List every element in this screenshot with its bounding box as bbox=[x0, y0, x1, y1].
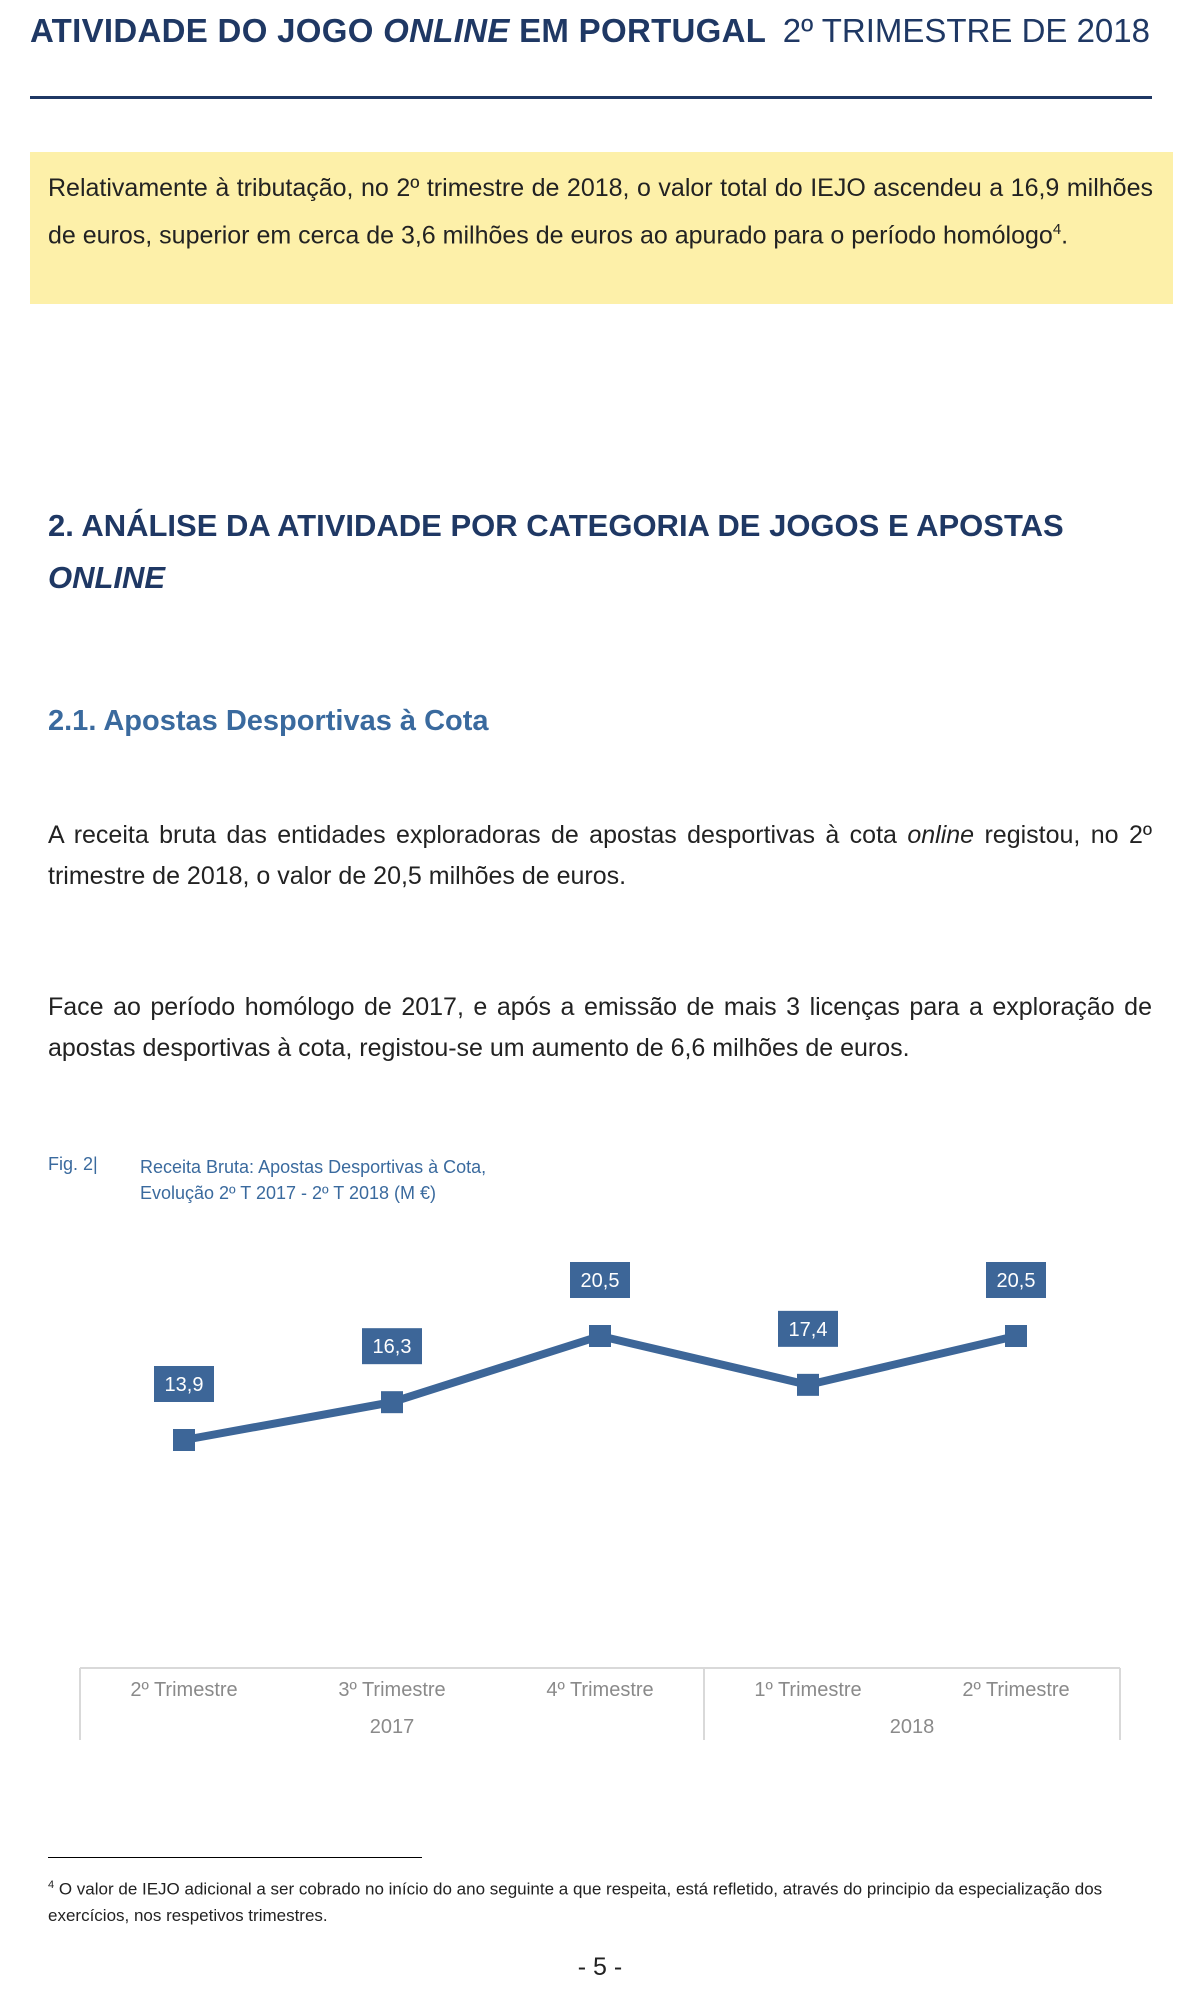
data-label bbox=[778, 1311, 838, 1347]
header-title-part1: ATIVIDADE DO JOGO bbox=[30, 12, 384, 49]
category-label: 4º Trimestre bbox=[546, 1679, 654, 1701]
highlight-end: . bbox=[1061, 221, 1069, 250]
category-labels bbox=[130, 1679, 1069, 1701]
figure-label: Fig. 2| bbox=[48, 1154, 98, 1174]
data-label-text: 16,3 bbox=[372, 1336, 412, 1359]
page-number: - 5 - bbox=[577, 1953, 623, 1981]
section-title-italic: ONLINE bbox=[48, 560, 166, 595]
group-label: 2017 bbox=[369, 1716, 415, 1738]
footnote bbox=[48, 1872, 1158, 1929]
category-label: 2º Trimestre bbox=[962, 1679, 1070, 1701]
data-label-text: 20,5 bbox=[580, 1270, 620, 1292]
header-divider bbox=[30, 96, 1152, 99]
group-labels bbox=[370, 1716, 935, 1738]
revenue-line-chart bbox=[0, 1250, 1200, 1770]
data-label-text: 13,9 bbox=[164, 1374, 204, 1396]
figure-title bbox=[140, 1154, 486, 1206]
data-marker bbox=[589, 1325, 611, 1347]
header-title-part2: EM PORTUGAL bbox=[509, 12, 767, 49]
category-label: 2º Trimestre bbox=[130, 1679, 238, 1701]
document-header-title bbox=[30, 12, 766, 50]
series-line bbox=[184, 1336, 1016, 1440]
data-marker bbox=[173, 1429, 195, 1451]
paragraph-year-comparison: Face ao período homólogo de 2017, e após a emissão de mais 3 licenças para a exploração de apostas desportivas à cota, registou-se um aumento de 6,6 milhões de euros. bbox=[48, 993, 1152, 1062]
figure-title-line1: Receita Bruta: Apostas Desportivas à Cota, bbox=[140, 1157, 487, 1177]
highlight-text: Relativamente à tributação, no 2º trimestre de 2018, o valor total do IEJO ascendeu a 16,9 milhões de euros, superior em cerca de 3,6 milhões de euros ao apurado para o período homólogo bbox=[48, 174, 1153, 250]
paragraph-1-italic: online bbox=[907, 821, 975, 849]
data-marker bbox=[797, 1374, 819, 1396]
data-label bbox=[986, 1262, 1046, 1298]
section-title-text: 2. ANÁLISE DA ATIVIDADE POR CATEGORIA DE JOGOS E APOSTAS bbox=[48, 508, 1064, 543]
data-label-text: 20,5 bbox=[996, 1270, 1036, 1292]
group-label: 2018 bbox=[889, 1716, 935, 1738]
data-label-text: 17,4 bbox=[788, 1318, 828, 1341]
header-title-italic: ONLINE bbox=[383, 12, 510, 49]
footnote-text: O valor de IEJO adicional a ser cobrado no início do ano seguinte a que respeita, está refletido, através do principio da especialização dos exercícios, nos respetivos trimestres. bbox=[48, 1879, 1103, 1925]
paragraph-1-before: A receita bruta das entidades exploradoras de apostas desportivas à cota bbox=[48, 821, 908, 849]
data-label bbox=[154, 1366, 214, 1402]
section-title bbox=[48, 500, 1148, 604]
category-label: 1º Trimestre bbox=[754, 1679, 862, 1701]
taxation-highlight-box bbox=[30, 152, 1173, 304]
footnote-reference[interactable]: 4 bbox=[1052, 221, 1062, 238]
data-label bbox=[570, 1262, 630, 1298]
document-header-period: 2º TRIMESTRE DE 2018 bbox=[782, 12, 1150, 49]
figure-title-line2: Evolução 2º T 2017 - 2º T 2018 (M €) bbox=[140, 1183, 436, 1203]
data-marker bbox=[1005, 1325, 1027, 1347]
data-label bbox=[362, 1328, 422, 1364]
category-label: 3º Trimestre bbox=[338, 1679, 446, 1701]
data-markers bbox=[173, 1325, 1027, 1451]
subsection-title: 2.1. Apostas Desportivas à Cota bbox=[48, 705, 489, 737]
paragraph-gross-revenue bbox=[48, 815, 1152, 897]
paragraph-1-after: registou, no 2º trimestre de 2018, o valor de 20,5 milhões de euros. bbox=[48, 821, 1152, 890]
footnote-divider bbox=[48, 1857, 422, 1858]
data-marker bbox=[381, 1391, 403, 1413]
footnote-number: 4 bbox=[48, 1879, 55, 1891]
